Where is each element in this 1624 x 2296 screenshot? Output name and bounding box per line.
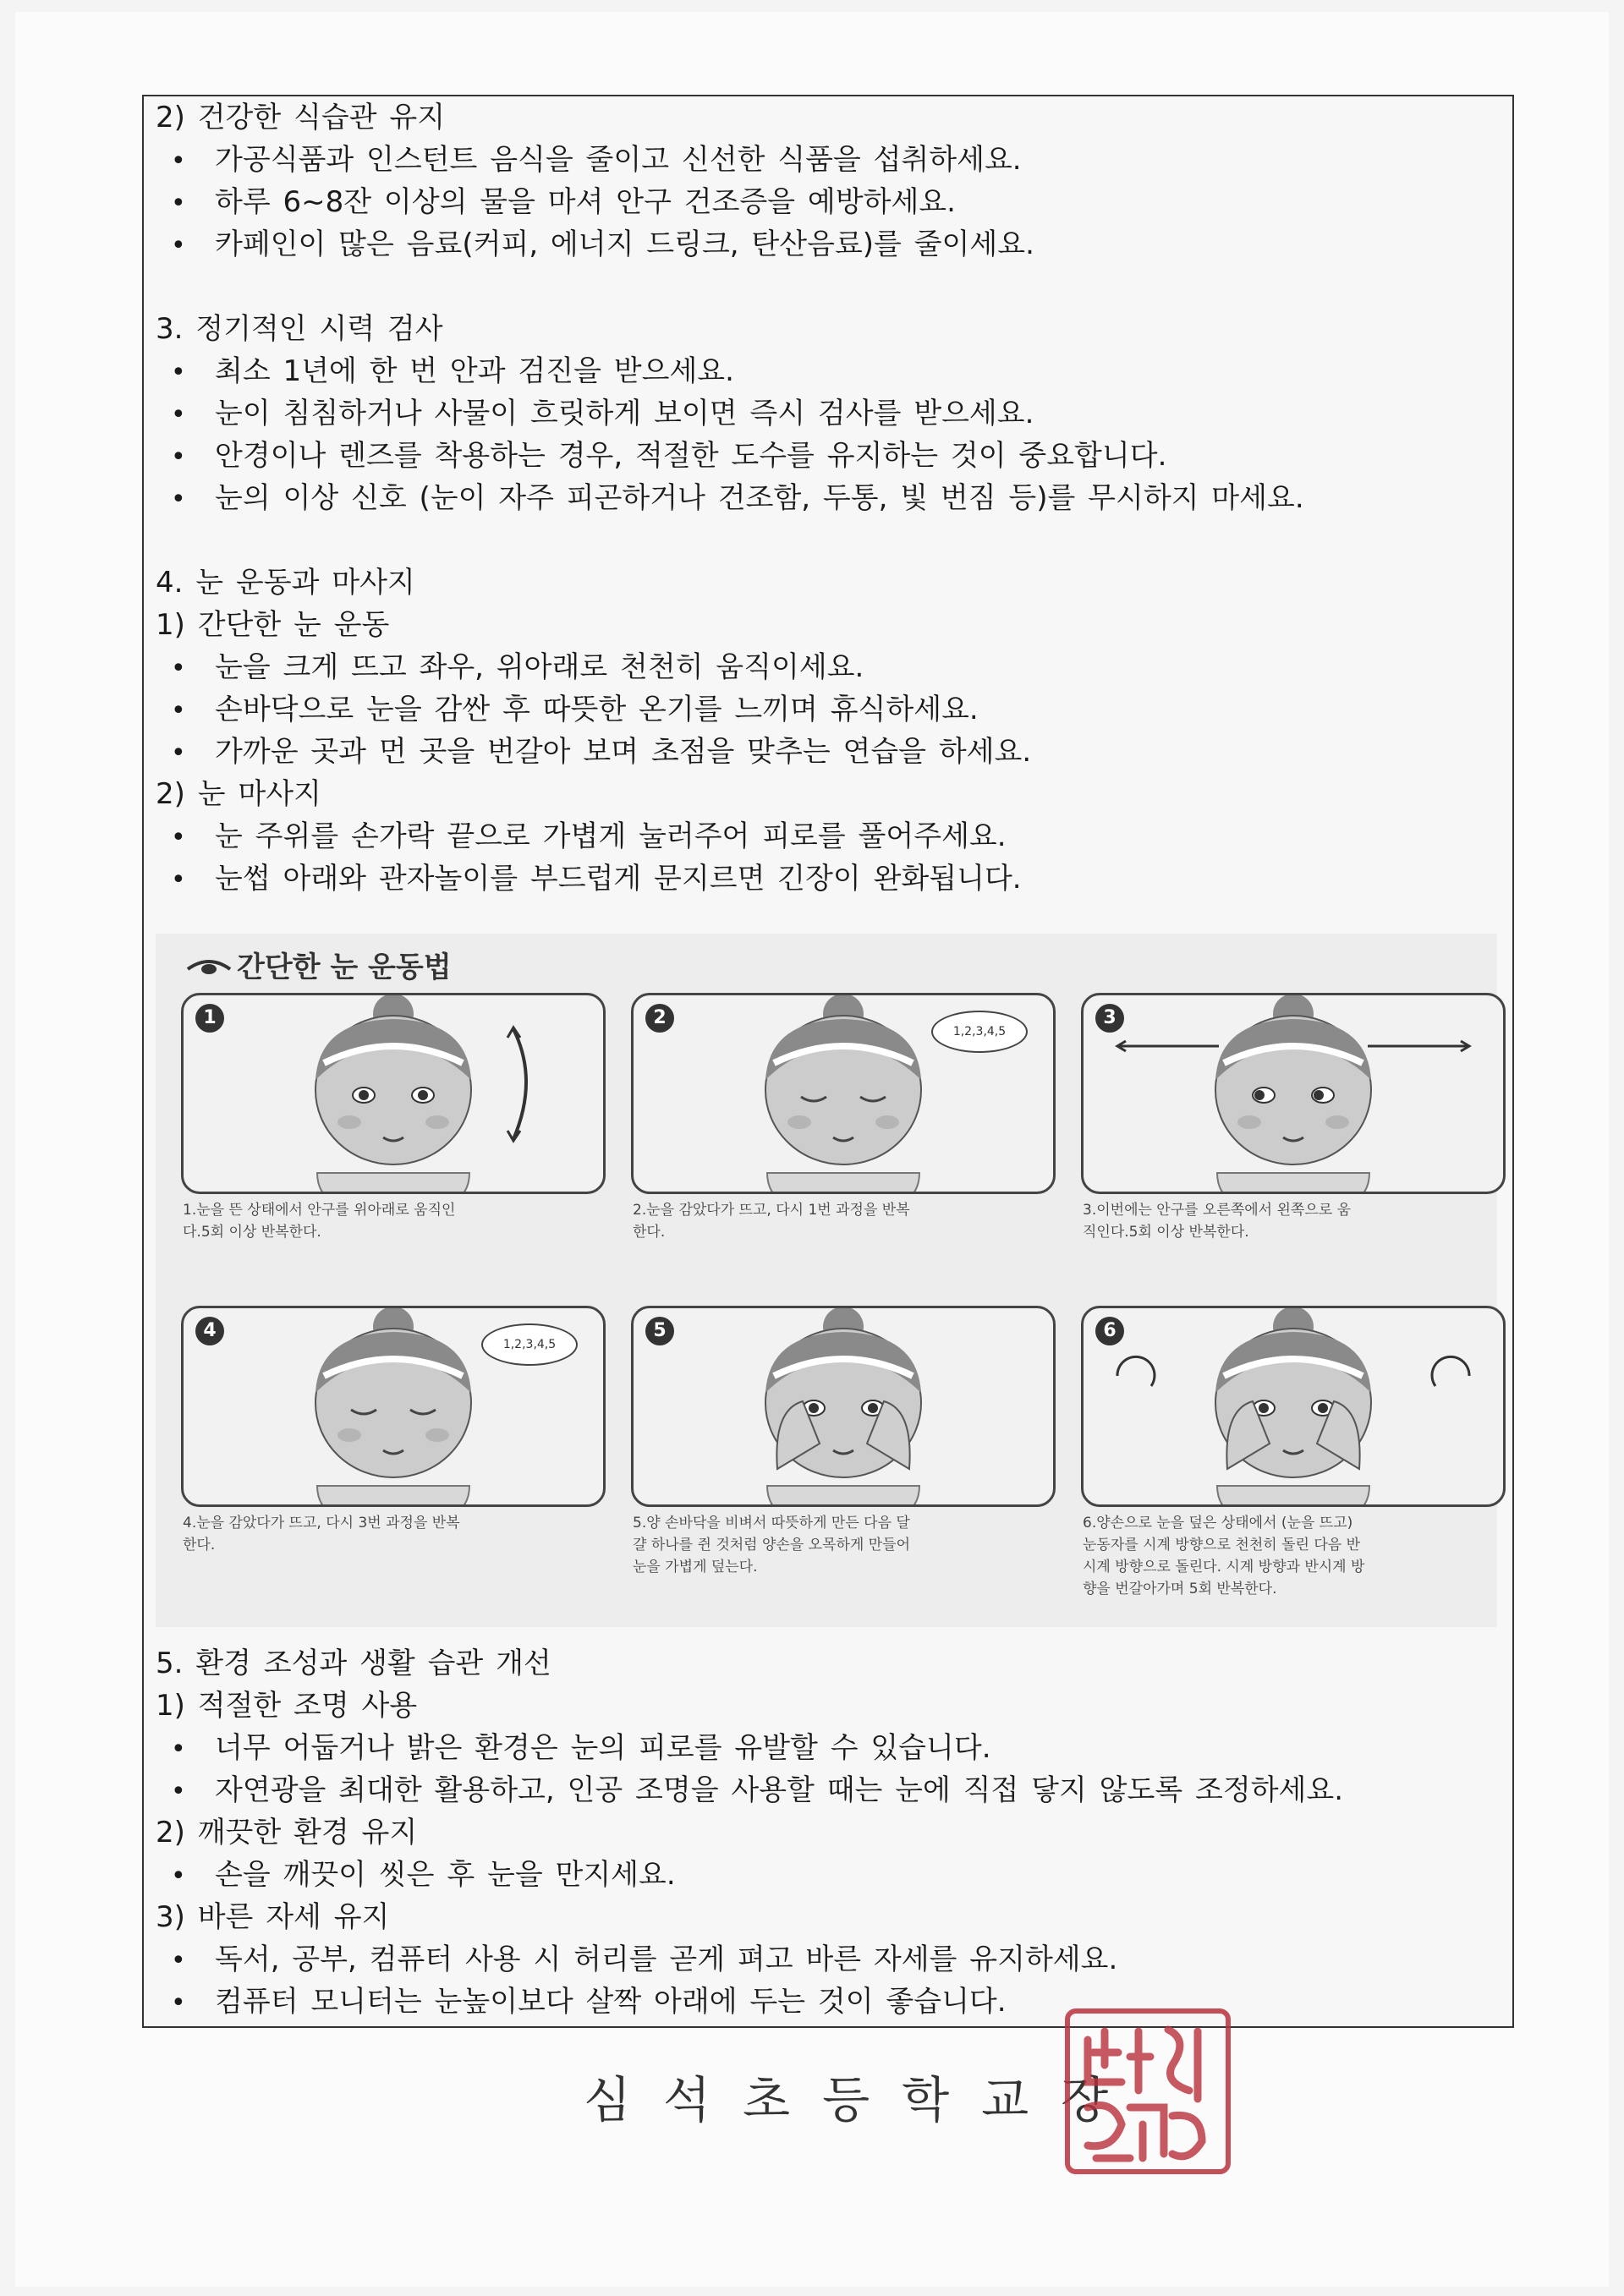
bullet-item: • 눈이 침침하거나 사물이 흐릿하게 보이면 즉시 검사를 받으세요. bbox=[156, 392, 1501, 435]
exercise-panel-2 bbox=[631, 993, 1056, 1194]
count-bubble: 1,2,3,4,5 bbox=[481, 1323, 578, 1366]
step-number: 4 bbox=[195, 1317, 224, 1345]
bullet-item: • 눈 주위를 손가락 끝으로 가볍게 눌러주어 피로를 풀어주세요. bbox=[156, 815, 1501, 858]
exercise-caption-5 bbox=[633, 1512, 1056, 1578]
text-section-bottom bbox=[156, 1642, 1501, 2023]
bullet-item: • 가공식품과 인스턴트 음식을 줄이고 신선한 식품을 섭취하세요. bbox=[156, 139, 1501, 181]
caption-line: 4.눈을 감았다가 뜨고, 다시 3번 과정을 반복 bbox=[183, 1515, 460, 1532]
caption-line: 다.5회 이상 반복한다. bbox=[183, 1224, 321, 1241]
bullet-item: • 손을 깨끗이 씻은 후 눈을 만지세요. bbox=[156, 1854, 1501, 1896]
bullet-item: • 눈의 이상 신호 (눈이 자주 피곤하거나 건조함, 두통, 빛 번짐 등)를 무시하지 마세요. bbox=[156, 477, 1501, 519]
exercise-panel-3 bbox=[1081, 993, 1506, 1194]
principal-signature: 심석초등학교장 bbox=[584, 2071, 1141, 2129]
bullet-item: • 가까운 곳과 먼 곳을 번갈아 보며 초점을 맞추는 연습을 하세요. bbox=[156, 731, 1501, 773]
caption-line: 5.양 손바닥을 비벼서 따뜻하게 만든 다음 달 bbox=[633, 1515, 910, 1532]
bullet-item: • 눈썹 아래와 관자놀이를 부드럽게 문지르면 긴장이 완화됩니다. bbox=[156, 858, 1501, 900]
section-heading: 5. 환경 조성과 생활 습관 개선 bbox=[156, 1647, 551, 1680]
section-heading: 2) 깨끗한 환경 유지 bbox=[156, 1816, 418, 1849]
caption-line: 2.눈을 감았다가 뜨고, 다시 1번 과정을 반복 bbox=[633, 1202, 910, 1219]
exercise-panel-4 bbox=[181, 1306, 606, 1507]
caption-line: 눈동자를 시계 방향으로 천천히 돌린 다음 반 bbox=[1083, 1537, 1361, 1553]
content-box bbox=[142, 95, 1514, 2028]
caption-line: 6.양손으로 눈을 덮은 상태에서 (눈을 뜨고) bbox=[1083, 1515, 1353, 1532]
step-number: 5 bbox=[645, 1317, 674, 1345]
official-seal-stamp bbox=[1062, 2006, 1233, 2177]
bullet-item: • 자연광을 최대한 활용하고, 인공 조명을 사용할 때는 눈에 직접 닿지 않도록 조정하세요. bbox=[156, 1769, 1501, 1811]
step-number: 3 bbox=[1095, 1004, 1124, 1033]
section-heading: 2) 눈 마사지 bbox=[156, 777, 321, 811]
section-heading: 3) 바른 자세 유지 bbox=[156, 1900, 390, 1934]
exercise-caption-2 bbox=[633, 1199, 1056, 1243]
exercise-panel-1 bbox=[181, 993, 606, 1194]
caption-line: 걀 하나를 쥔 것처럼 양손을 오목하게 만들어 bbox=[633, 1537, 911, 1553]
caption-line: 1.눈을 뜬 상태에서 안구를 위아래로 움직인 bbox=[183, 1202, 456, 1219]
bullet-item: • 컴퓨터 모니터는 눈높이보다 살짝 아래에 두는 것이 좋습니다. bbox=[156, 1981, 1501, 2023]
eye-exercise-figure bbox=[156, 934, 1497, 1627]
exercise-caption-6 bbox=[1083, 1512, 1506, 1600]
bullet-item: • 최소 1년에 한 번 안과 검진을 받으세요. bbox=[156, 350, 1501, 392]
exercise-caption-3 bbox=[1083, 1199, 1506, 1243]
figure-title: 간단한 눈 운동법 bbox=[237, 951, 452, 984]
bullet-item: • 눈을 크게 뜨고 좌우, 위아래로 천천히 움직이세요. bbox=[156, 646, 1501, 688]
text-section-top bbox=[156, 96, 1501, 900]
exercise-caption-1 bbox=[183, 1199, 606, 1243]
caption-line: 한다. bbox=[183, 1537, 216, 1553]
bullet-item: • 카페인이 많은 음료(커피, 에너지 드링크, 탄산음료)를 줄이세요. bbox=[156, 223, 1501, 266]
section-heading: 4. 눈 운동과 마사지 bbox=[156, 566, 415, 600]
bullet-item: • 너무 어둡거나 밝은 환경은 눈의 피로를 유발할 수 있습니다. bbox=[156, 1727, 1501, 1769]
section-heading: 2) 건강한 식습관 유지 bbox=[156, 101, 446, 134]
exercise-panel-5 bbox=[631, 1306, 1056, 1507]
caption-line: 3.이번에는 안구를 오른쪽에서 왼쪽으로 움 bbox=[1083, 1202, 1352, 1219]
exercise-caption-4 bbox=[183, 1512, 606, 1556]
section-heading: 3. 정기적인 시력 검사 bbox=[156, 312, 443, 346]
step-number: 6 bbox=[1095, 1317, 1124, 1345]
bullet-item: • 안경이나 렌즈를 착용하는 경우, 적절한 도수를 유지하는 것이 중요합니다. bbox=[156, 435, 1501, 477]
caption-line: 직인다.5회 이상 반복한다. bbox=[1083, 1224, 1249, 1241]
caption-line: 시계 방향으로 돌린다. 시계 방향과 반시계 방 bbox=[1083, 1559, 1365, 1575]
caption-line: 향을 번갈아가며 5회 반복한다. bbox=[1083, 1581, 1277, 1597]
spacer bbox=[156, 266, 1501, 308]
spacer bbox=[156, 519, 1501, 562]
caption-line: 한다. bbox=[633, 1224, 666, 1241]
section-heading: 1) 간단한 눈 운동 bbox=[156, 608, 390, 642]
caption-line: 눈을 가볍게 덮는다. bbox=[633, 1559, 758, 1575]
bullet-item: • 독서, 공부, 컴퓨터 사용 시 허리를 곧게 펴고 바른 자세를 유지하세요. bbox=[156, 1938, 1501, 1981]
eye-icon bbox=[186, 959, 232, 976]
bullet-item: • 손바닥으로 눈을 감싼 후 따뜻한 온기를 느끼며 휴식하세요. bbox=[156, 688, 1501, 731]
section-heading: 1) 적절한 조명 사용 bbox=[156, 1689, 418, 1723]
bullet-item: • 하루 6~8잔 이상의 물을 마셔 안구 건조증을 예방하세요. bbox=[156, 181, 1501, 223]
step-number: 1 bbox=[195, 1004, 224, 1033]
count-bubble: 1,2,3,4,5 bbox=[931, 1011, 1028, 1053]
step-number: 2 bbox=[645, 1004, 674, 1033]
exercise-panel-6 bbox=[1081, 1306, 1506, 1507]
